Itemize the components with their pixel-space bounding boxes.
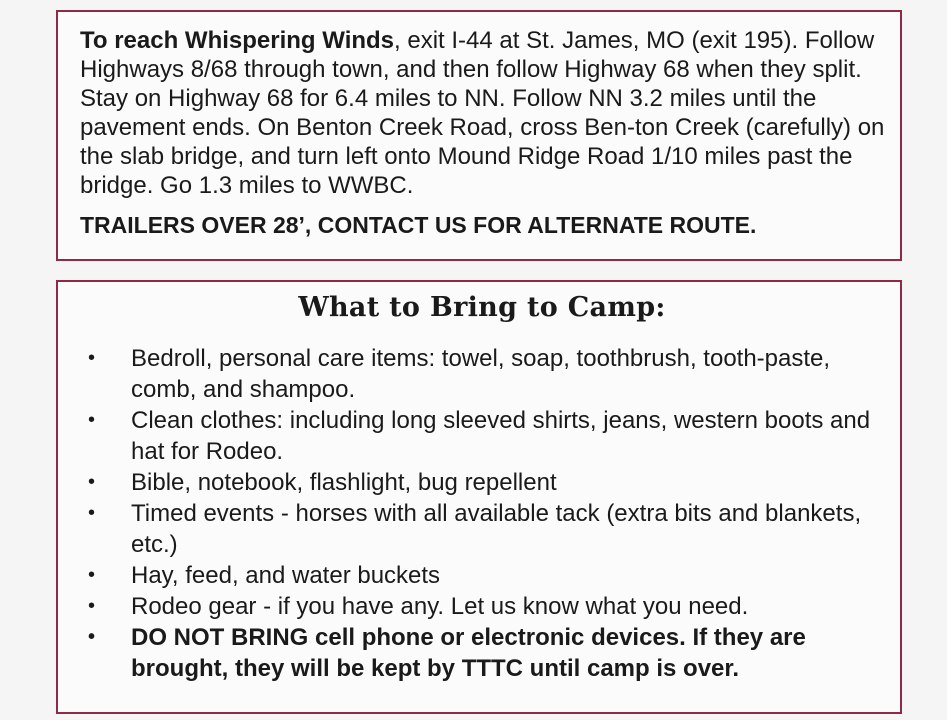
list-item-text: Hay, feed, and water buckets: [131, 562, 441, 589]
bullet-icon: •: [88, 595, 96, 617]
list-item: [78, 591, 886, 622]
list-item: [78, 622, 886, 684]
directions-body: , exit I-44 at St. James, MO (exit 195). Follow Highways 8/68 through town, and then follow Highway 68 when they split. Stay on Highway 68 for 6.4 miles to NN. Follow NN 3.2 miles until the pavement ends. On Benton Creek Road, cross Ben-ton Creek (carefully) on the slab bridge, and turn left onto Mound Ridge Road 1/10 miles past the bridge. Go 1.3 miles to WWBC.: [80, 27, 885, 199]
list-item: [78, 498, 886, 560]
bullet-icon: •: [88, 409, 96, 431]
bullet-icon: •: [88, 471, 96, 493]
list-item: [78, 467, 886, 498]
bullet-icon: •: [88, 626, 96, 648]
list-item-text: Clean clothes: including long sleeved shirts, jeans, western boots and hat for Rodeo.: [131, 407, 871, 465]
list-item: [78, 405, 886, 467]
trailer-warning: TRAILERS OVER 28’, CONTACT US FOR ALTERNATE ROUTE.: [80, 212, 757, 238]
list-item: [78, 560, 886, 591]
bullet-icon: •: [88, 502, 96, 524]
bring-title: What to Bring to Camp:: [298, 292, 666, 323]
list-item: [78, 343, 886, 405]
directions-lead: To reach Whispering Winds: [80, 27, 395, 54]
bring-list: [78, 343, 886, 684]
list-item-text: Rodeo gear - if you have any. Let us know what you need.: [131, 593, 749, 620]
bullet-icon: •: [88, 564, 96, 586]
bring-box: [56, 280, 902, 714]
bullet-icon: •: [88, 347, 96, 369]
list-item-text: DO NOT BRING cell phone or electronic devices. If they are brought, they will be kept by TTTC until camp is over.: [131, 624, 806, 682]
list-item-text: Bedroll, personal care items: towel, soap, toothbrush, tooth-paste, comb, and shampoo.: [131, 345, 831, 403]
directions-paragraph: [80, 26, 890, 200]
list-item-text: Timed events - horses with all available tack (extra bits and blankets, etc.): [131, 500, 862, 558]
directions-box: [56, 10, 902, 261]
list-item-text: Bible, notebook, flashlight, bug repellent: [131, 469, 557, 496]
